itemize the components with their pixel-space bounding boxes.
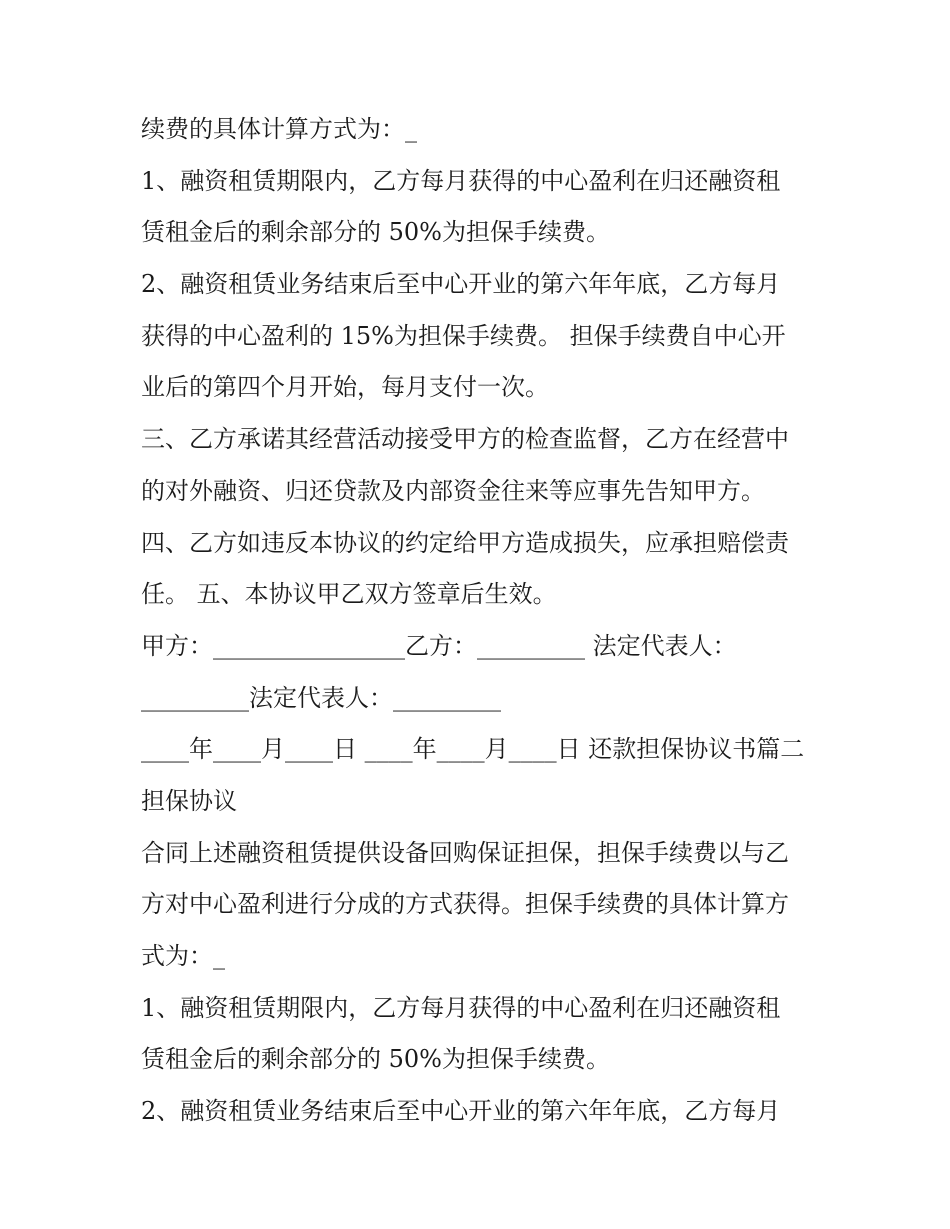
text-line: 三、乙方承诺其经营活动接受甲方的检查监督，乙方在经营中: [141, 425, 789, 454]
text-line: 1、融资租赁期限内，乙方每月获得的中心盈利在归还融资租: [141, 993, 781, 1022]
text-line: 方对中心盈利进行分成的方式获得。担保手续费的具体计算方: [141, 890, 789, 919]
text-line: 2、融资租赁业务结束后至中心开业的第六年年底，乙方每月: [141, 270, 781, 299]
signature-line: 甲方：________________乙方：_________ 法定代表人：: [141, 631, 737, 660]
text-line: 任。 五、本协议甲乙双方签章后生效。: [141, 580, 557, 609]
document-body: [141, 104, 821, 1138]
text-line: 获得的中心盈利的 15%为担保手续费。 担保手续费自中心开: [141, 321, 786, 350]
text-line: 四、乙方如违反本协议的约定给甲方造成损失，应承担赔偿责: [141, 528, 789, 557]
text-line: 赁租金后的剩余部分的 50%为担保手续费。: [141, 218, 610, 247]
date-line: ____年____月____日 ____年____月____日 还款担保协议书篇二: [141, 735, 805, 764]
text-line: 合同上述融资租赁提供设备回购保证担保，担保手续费以与乙: [141, 838, 789, 867]
signature-line: _________法定代表人：_________: [141, 683, 501, 712]
text-line: 1、融资租赁期限内，乙方每月获得的中心盈利在归还融资租: [141, 166, 781, 195]
text-line: 续费的具体计算方式为：_: [141, 115, 417, 143]
text-line: 赁租金后的剩余部分的 50%为担保手续费。: [141, 1045, 610, 1074]
section-title: 担保协议: [141, 786, 237, 815]
text-line: 的对外融资、归还贷款及内部资金往来等应事先告知甲方。: [141, 476, 765, 505]
text-line: 业后的第四个月开始，每月支付一次。: [141, 373, 549, 402]
text-line: 式为：_: [141, 942, 225, 970]
text-line: 2、融资租赁业务结束后至中心开业的第六年年底，乙方每月: [141, 1097, 781, 1126]
